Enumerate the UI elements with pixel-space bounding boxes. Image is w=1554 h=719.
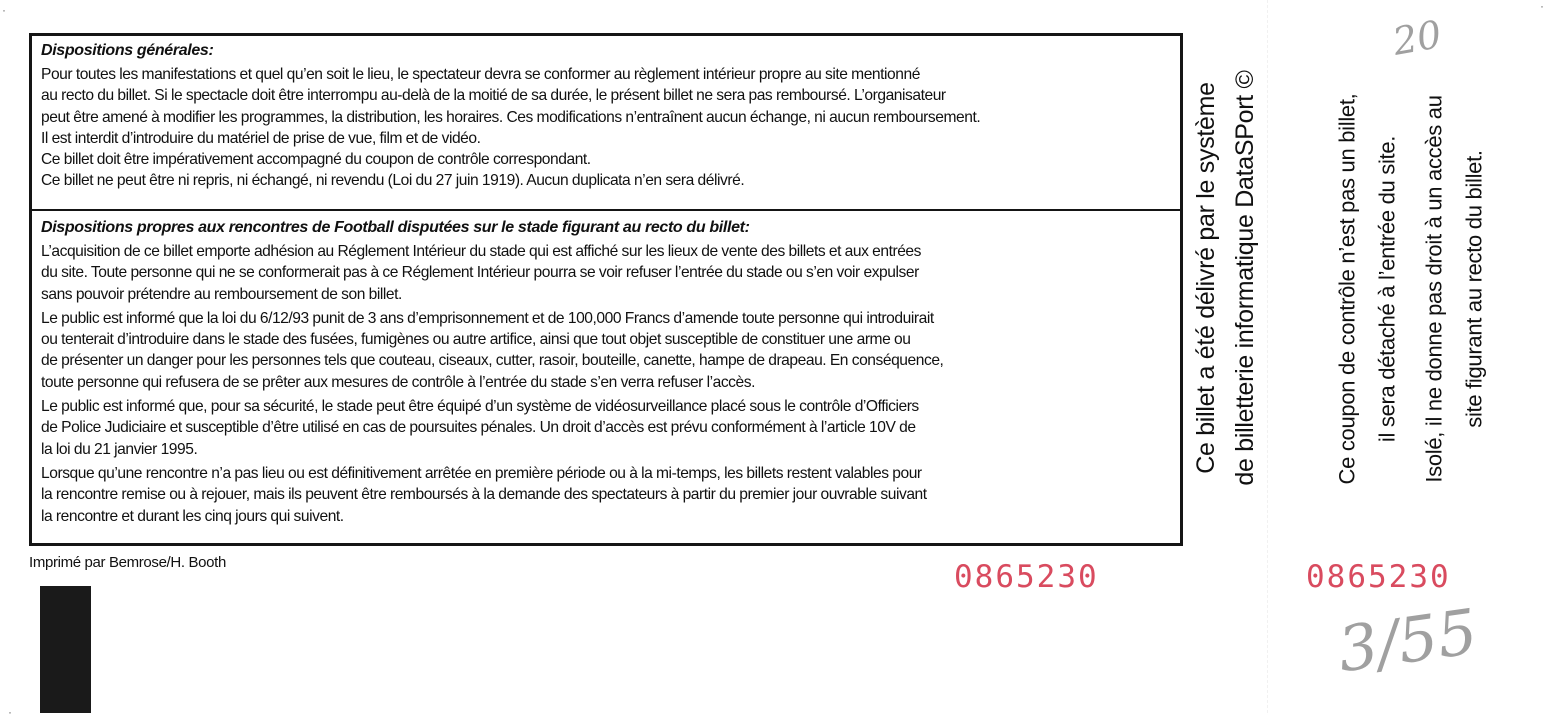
coupon-access-line: Isolé, il ne donne pas droit à un accès au xyxy=(1421,95,1447,483)
postponed-match-paragraph xyxy=(41,463,1180,527)
scan-speck: · xyxy=(1540,0,1544,13)
stadium-regulation-line: du site. Toute personne qui ne se conformerait pas à ce Réglement Intérieur pourra se voir refuser l’entrée du stade ou s’en voir expulser xyxy=(41,264,919,282)
stadium-regulation-paragraph xyxy=(41,241,1180,305)
general-rules-line: peut être amené à modifier les programmes, la distribution, les horaires. Ces modifications n’entraînent aucun échange, ni aucun remboursement. xyxy=(41,108,981,126)
general-rules-paragraph xyxy=(41,64,1180,149)
black-registration-mark xyxy=(40,586,91,713)
coupon-requirement-line: Ce billet doit être impérativement accompagné du coupon de contrôle correspondant. xyxy=(41,151,591,169)
video-surveillance-paragraph xyxy=(41,396,1180,460)
forbidden-objects-line: toute personne qui refusera de se prêter aux mesures de contrôle à l’entrée du stade s’en verra refuser l’accès. xyxy=(41,373,755,391)
no-resale-line: Ce billet ne peut être ni repris, ni échangé, ni revendu (Loi du 27 juin 1919). Aucun duplicata n’en sera délivré. xyxy=(41,172,745,190)
forbidden-objects-line: ou tenterait d’introduire dans le stade des fusées, fumigènes ou autre artifice, ainsi que tout objet susceptible de constituer une arme ou xyxy=(41,331,911,349)
video-surveillance-line: Le public est informé que, pour sa sécurité, le stade peut être équipé d’un système de vidéosurveillance placé sous le contrôle d’Officiers xyxy=(41,398,919,416)
issued-by-line: Ce billet a été délivré par le système xyxy=(1192,82,1220,474)
ticket-conditions-box xyxy=(29,33,1183,546)
general-rules-line: au recto du billet. Si le spectacle doit être interrompu au-delà de la moitié de sa durée, le présent billet ne sera pas remboursé. L’organisateur xyxy=(41,87,946,105)
ticket-serial-number: 0865230 xyxy=(954,559,1099,595)
coupon-note-line: il sera détaché à l’entrée du site. xyxy=(1374,135,1400,443)
scan-speck: · xyxy=(2,3,6,17)
postponed-match-line: la rencontre remise ou à rejouer, mais ils peuvent être remboursés à la demande des spectateurs à partir du premier jour ouvrable suivant xyxy=(41,486,927,504)
no-resale-paragraph xyxy=(41,170,1180,191)
postponed-match-line: Lorsque qu’une rencontre n’a pas lieu ou est définitivement arrêtée en première période ou à la mi-temps, les billets restent valables pour xyxy=(41,464,922,482)
stadium-regulation-line: L’acquisition de ce billet emporte adhésion au Réglement Intérieur du stade qui est affiché sur les lieux de vente des billets et aux entrées xyxy=(41,243,921,260)
coupon-not-ticket-block xyxy=(1328,94,1408,485)
coupon-access-line: site figurant au recto du billet. xyxy=(1461,150,1487,428)
handwritten-top-note: 20 xyxy=(1389,12,1445,64)
coupon-access-block xyxy=(1415,94,1495,485)
stub-serial-number: 0865230 xyxy=(1306,559,1451,595)
forbidden-objects-paragraph xyxy=(41,308,1180,393)
forbidden-objects-line: de présenter un danger pour les personnes tels que couteau, ciseaux, cutter, rasoir, bouteille, canette, hampe de drapeau. En conséquence, xyxy=(41,352,944,370)
scan-speck: · xyxy=(8,705,12,719)
issued-by-system-note xyxy=(1187,70,1265,485)
printer-credit: Imprimé par Bemrose/H. Booth xyxy=(29,554,226,571)
general-rules-line: Il est interdit d’introduire du matériel de prise de vue, film et de vidéo. xyxy=(41,129,481,147)
video-surveillance-line: de Police Judiciaire et susceptible d’être utilisé en cas de poursuites pénales. Un droit d’accès est prévu conformément à l’article 10V de xyxy=(41,419,916,437)
coupon-requirement-paragraph xyxy=(41,149,1180,170)
forbidden-objects-line: Le public est informé que la loi du 6/12/93 punit de 3 ans d’emprisonnement et de 100,000 Francs d’amende toute personne qui introduirait xyxy=(41,309,934,327)
control-coupon-note xyxy=(1328,94,1495,485)
football-dispositions-section xyxy=(32,211,1180,543)
video-surveillance-line: la loi du 21 janvier 1995. xyxy=(41,440,198,458)
handwritten-bottom-note: 3/55 xyxy=(1333,594,1482,687)
general-dispositions-title: Dispositions générales: xyxy=(41,42,214,59)
issued-by-line: de billetterie informatique DataSPort © xyxy=(1231,70,1259,486)
general-rules-line: Pour toutes les manifestations et quel qu’en soit le lieu, le spectateur devra se conformer au règlement intérieur propre au site mentionné xyxy=(41,66,920,83)
postponed-match-line: la rencontre et durant les cinq jours qui suivent. xyxy=(41,507,344,525)
football-dispositions-title: Dispositions propres aux rencontres de Football disputées sur le stade figurant au recto du billet: xyxy=(41,219,750,236)
stadium-regulation-line: sans pouvoir prétendre au remboursement de son billet. xyxy=(41,285,402,303)
coupon-note-line: Ce coupon de contrôle n’est pas un billet, xyxy=(1334,93,1360,485)
general-dispositions-section xyxy=(32,36,1180,211)
stub-separator xyxy=(1267,0,1268,713)
